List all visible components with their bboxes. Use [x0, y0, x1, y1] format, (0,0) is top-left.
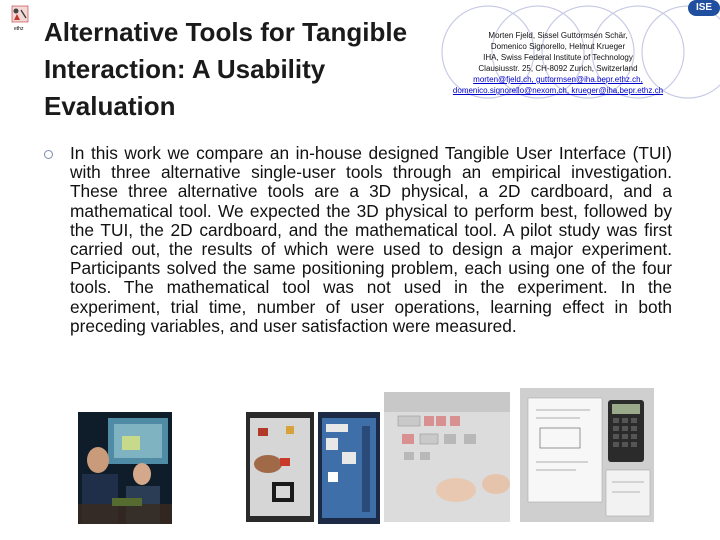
photo-tangible-tabletop: [246, 412, 314, 522]
author-emails-line2[interactable]: domenico.signorello@nexom.ch, krueger@iha.bepr.ethz.ch: [452, 86, 664, 95]
logo-left-text: ethz: [14, 26, 24, 32]
author-affiliation: IHA, Swiss Federal Institute of Technology: [483, 53, 633, 62]
photo-users-at-display: [78, 412, 172, 524]
photo-mathematical-tool: [520, 388, 654, 522]
figure-logo-icon: [4, 4, 34, 28]
author-emails-line1[interactable]: morten@fjeld.ch, guttormsen@iha.bepr.ethz.ch,: [473, 75, 643, 84]
author-address: Clausiusstr. 25, CH-8092 Zurich, Switzerland: [478, 64, 638, 73]
photo-cardboard-models: [384, 392, 510, 522]
author-names-line2: Domenico Signorello, Helmut Krueger: [490, 42, 626, 51]
abstract-text: In this work we compare an in-house designed Tangible User Interface (TUI) with three alternative single-user tools through an empirical investigation. These three alternative tools are a 3D physical, a 2D cardboard, and a mathematical tool. We expected the 3D physical to perform best, followed by the TUI, the 2D cardboard, and the mathematical tool. A pilot study was first carried out, the results of which were used to design a major experiment. Participants solved the same positioning problem, each using one of the four tools. The mathematical tool was not used in the experiment. In the experiment, trial time, number of user operations, learning effect in both preceding variables, and user satisfaction were measured.: [70, 143, 672, 336]
photo-projected-layout: [318, 412, 380, 524]
institution-logo-left: [4, 4, 34, 34]
author-names-line1: Morten Fjeld, Sissel Guttormsen Schär,: [488, 31, 628, 40]
slide-title: Alternative Tools for Tangible Interaction: A Usability Evaluation: [44, 17, 408, 121]
authors-block: [440, 30, 676, 96]
bullet-marker: [44, 150, 53, 159]
ise-logo: ISE: [688, 0, 720, 16]
